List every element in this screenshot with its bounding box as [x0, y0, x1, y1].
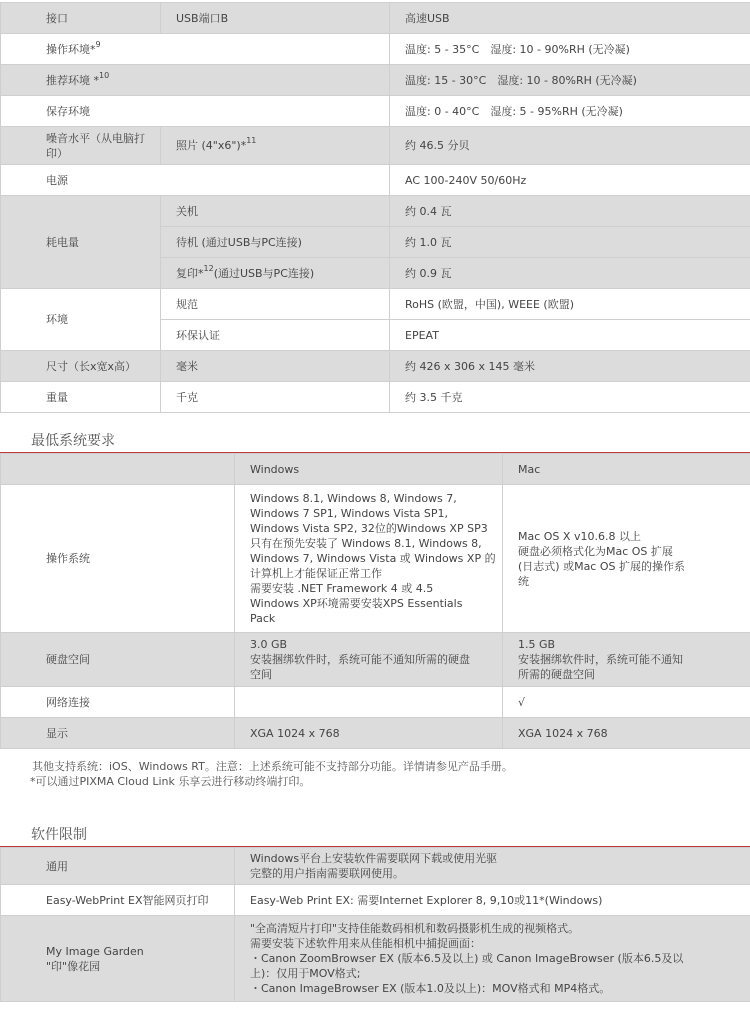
software-restrictions-title: 软件限制 — [31, 827, 87, 843]
spec-row-environment — [1, 289, 750, 320]
spec-label: 推荐环境 *$^{10}$ — [1, 65, 390, 96]
software-value: "全高清短片打印"支持佳能数码相机和数码摄影机生成的视频格式。 需要安装下述软件用来从佳能相机中捕捉画面： ・Canon ZoomBrowser EX (版本6.5及以上) 或 Canon ImageBrowser (版本6.5及以 上)：仅用于MOV格式; ・Canon ImageBrowser EX (版本1.0及以上)：MOV格式和 MP4格式。 — [235, 916, 750, 1002]
spec-sub: 千克 — [161, 382, 390, 413]
software-row-my-image-garden — [1, 916, 750, 1002]
spec-row-power — [1, 165, 750, 196]
system-row-os — [1, 485, 750, 633]
spec-row-recommended-env — [1, 65, 750, 96]
software-label: My Image Garden "印"像花园 — [1, 916, 235, 1002]
spec-row-storage-env — [1, 96, 750, 127]
spec-label: 电源 — [1, 165, 390, 196]
system-header-empty — [1, 454, 235, 485]
system-mac-value: Mac OS X v10.6.8 以上 硬盘必须格式化为Mac OS 扩展 (日志式) 或Mac OS 扩展的操作系 统 — [503, 485, 750, 633]
system-header-windows: Windows — [235, 454, 503, 485]
system-windows-value: Windows 8.1, Windows 8, Windows 7, Windows 7 SP1, Windows Vista SP1, Windows Vista SP2, 32位的Windows XP SP3 只有在预先安装了 Windows 8.1, Windows 8, Windows 7, Windows Vista 或 Windows XP 的 计算机上才能保证正常工作 需要安装 .NET Framework 4 或 4.5 Windows XP环境需要安装XPS Essentials Pack — [235, 485, 503, 633]
spec-value: 约 0.9 瓦 — [390, 258, 750, 289]
system-note-other: 其他支持系统：iOS、Windows RT。注意：上述系统可能不支持部分功能。详情请参见产品手册。 — [32, 760, 513, 773]
spec-value: 约 0.4 瓦 — [390, 196, 750, 227]
spec-label: 尺寸（长x宽x高） — [1, 351, 161, 382]
system-label: 硬盘空间 — [1, 633, 235, 687]
spec-value: 温度: 5 - 35°C 湿度: 10 - 90%RH (无冷凝) — [390, 34, 750, 65]
spec-label: 耗电量 — [1, 196, 161, 289]
spec-value: 高速USB — [390, 3, 750, 34]
system-note-cloud: *可以通过PIXMA Cloud Link 乐享云进行移动终端打印。 — [30, 775, 311, 788]
system-windows-value: 3.0 GB 安装捆绑软件时，系统可能不通知所需的硬盘 空间 — [235, 633, 503, 687]
spec-sub: 毫米 — [161, 351, 390, 382]
spec-value: 约 3.5 千克 — [390, 382, 750, 413]
spec-value: 约 1.0 瓦 — [390, 227, 750, 258]
system-windows-value — [235, 687, 503, 718]
system-label: 网络连接 — [1, 687, 235, 718]
spec-row-operating-env — [1, 34, 750, 65]
software-restrictions-table — [0, 847, 750, 1002]
spec-sub: 关机 — [161, 196, 390, 227]
spec-value: 约 46.5 分贝 — [390, 127, 750, 165]
software-label: Easy-WebPrint EX智能网页打印 — [1, 885, 235, 916]
system-requirements-title: 最低系统要求 — [31, 433, 115, 449]
spec-label: 保存环境 — [1, 96, 390, 127]
software-label: 通用 — [1, 848, 235, 885]
spec-sub: USB端口B — [161, 3, 390, 34]
system-label: 操作系统 — [1, 485, 235, 633]
spec-label: 操作环境*$^9$ — [1, 34, 390, 65]
software-value: Windows平台上安装软件需要联网下载或使用光驱 完整的用户指南需要联网使用。 — [235, 848, 750, 885]
spec-row-noise — [1, 127, 750, 165]
spec-label: 接口 — [1, 3, 161, 34]
spec-label: 重量 — [1, 382, 161, 413]
spec-row-weight — [1, 382, 750, 413]
spec-sub: 待机 (通过USB与PC连接) — [161, 227, 390, 258]
system-mac-value: XGA 1024 x 768 — [503, 718, 750, 749]
spec-value: RoHS (欧盟，中国), WEEE (欧盟) — [390, 289, 750, 320]
software-value: Easy-Web Print EX: 需要Internet Explorer 8, 9,10或11*(Windows) — [235, 885, 750, 916]
system-header-mac: Mac — [503, 454, 750, 485]
spec-sub: 复印*$^{12}$(通过USB与PC连接) — [161, 258, 390, 289]
spec-label: 环境 — [1, 289, 161, 351]
spec-sub: 环保认证 — [161, 320, 390, 351]
spec-sub: 规范 — [161, 289, 390, 320]
spec-sub: 照片 (4"x6")*$^{11}$ — [161, 127, 390, 165]
system-header-row — [1, 454, 750, 485]
system-requirements-table — [0, 453, 750, 749]
spec-value: 温度: 15 - 30°C 湿度: 10 - 80%RH (无冷凝) — [390, 65, 750, 96]
spec-row-power-consumption — [1, 196, 750, 227]
spec-value: EPEAT — [390, 320, 750, 351]
specs-table — [0, 2, 750, 413]
system-mac-value: 1.5 GB 安装捆绑软件时，系统可能不通知 所需的硬盘空间 — [503, 633, 750, 687]
system-windows-value: XGA 1024 x 768 — [235, 718, 503, 749]
spec-value: 约 426 x 306 x 145 毫米 — [390, 351, 750, 382]
spec-value: AC 100-240V 50/60Hz — [390, 165, 750, 196]
system-row-disk — [1, 633, 750, 687]
software-row-easy-webprint — [1, 885, 750, 916]
spec-label: 噪音水平（从电脑打印） — [1, 127, 161, 165]
software-row-general — [1, 848, 750, 885]
spec-value: 温度: 0 - 40°C 湿度: 5 - 95%RH (无冷凝) — [390, 96, 750, 127]
system-row-network — [1, 687, 750, 718]
system-label: 显示 — [1, 718, 235, 749]
spec-row-dimensions — [1, 351, 750, 382]
system-row-display — [1, 718, 750, 749]
spec-row-interface — [1, 3, 750, 34]
system-mac-value: √ — [503, 687, 750, 718]
